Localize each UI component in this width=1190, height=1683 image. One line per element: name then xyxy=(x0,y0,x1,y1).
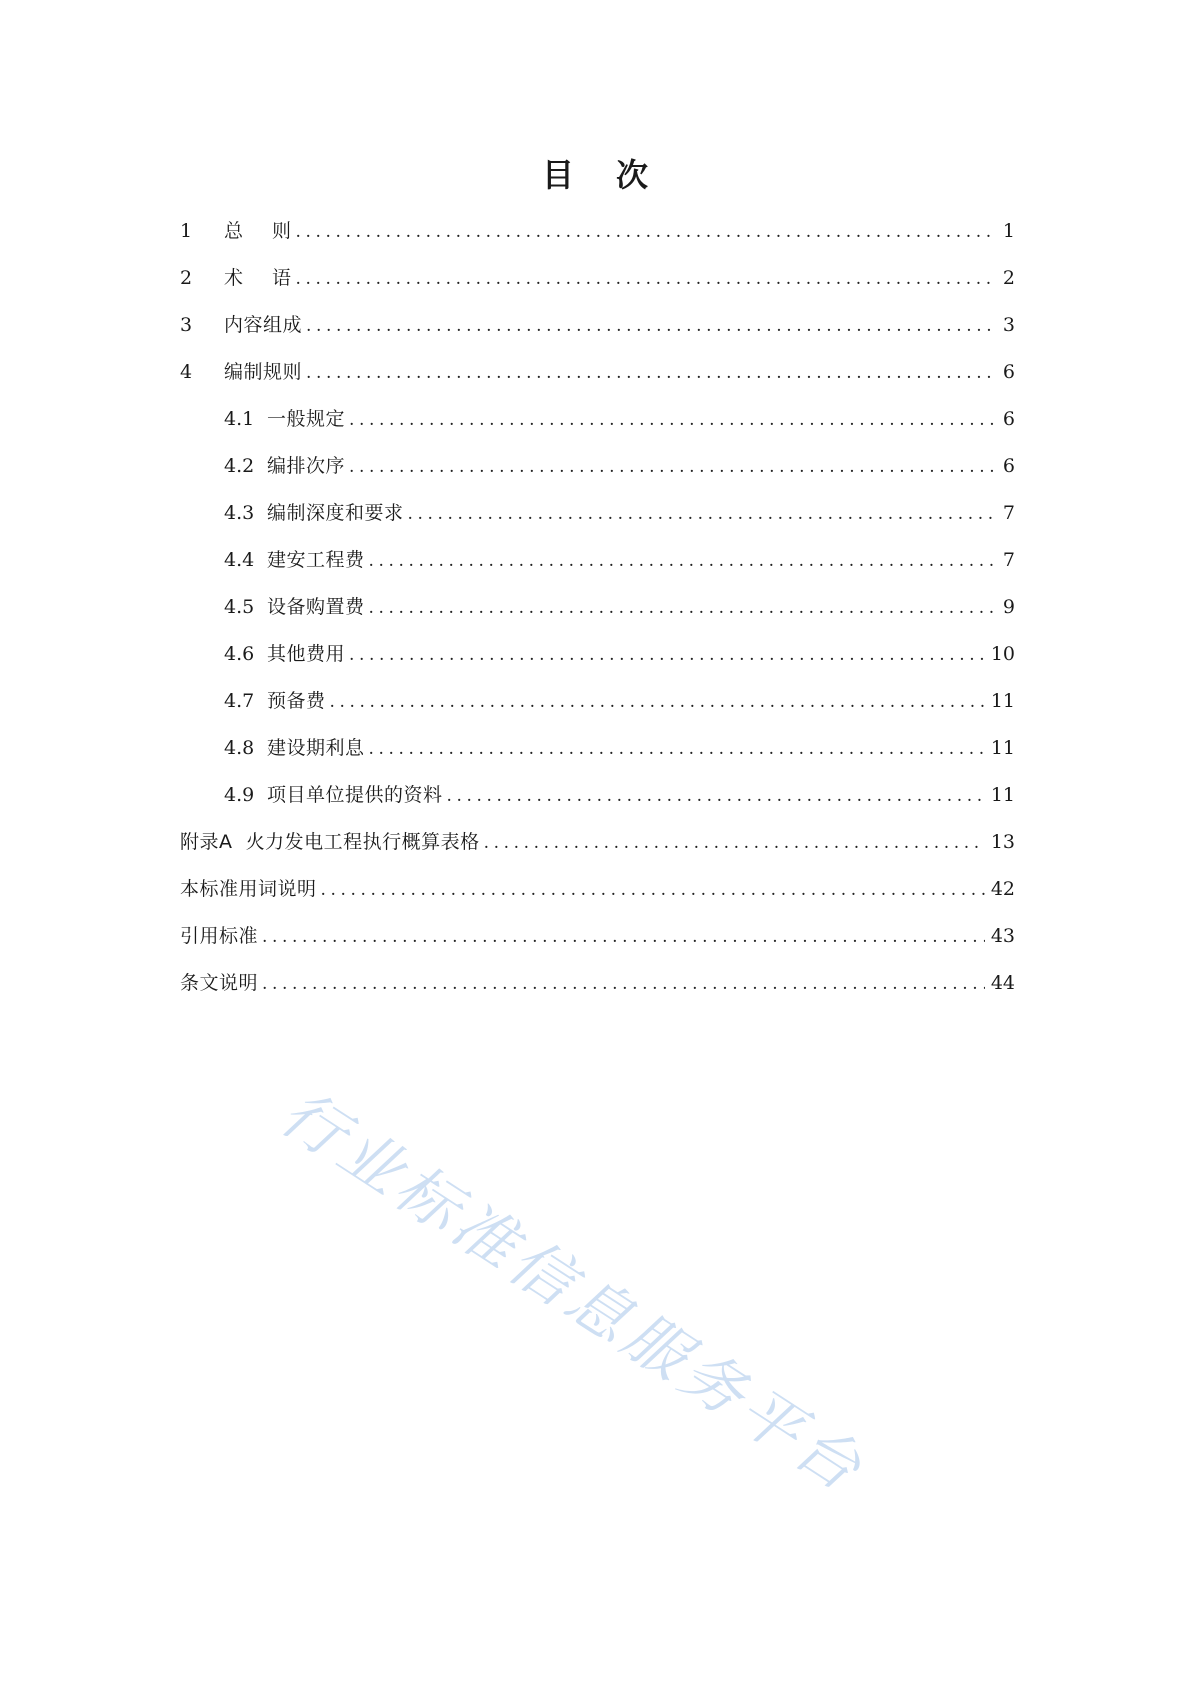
toc-leader-dots xyxy=(349,444,995,491)
toc-entry-4-2[interactable] xyxy=(180,443,1015,490)
toc-entry-3[interactable] xyxy=(180,302,1015,349)
toc-entry-number: 4.9 xyxy=(224,784,255,806)
toc-entry-label: 建安工程费 xyxy=(267,549,365,571)
toc-entry-number: 4.6 xyxy=(224,643,255,665)
toc-entry-1[interactable] xyxy=(180,208,1015,255)
toc-entry-number: 3 xyxy=(180,314,193,336)
toc-entry-page: 11 xyxy=(990,737,1015,759)
toc-entry-number: 4.3 xyxy=(224,502,255,524)
toc-entry-label: 其他费用 xyxy=(267,643,346,665)
table-of-contents xyxy=(180,208,1015,1007)
toc-entry-label: 编排次序 xyxy=(267,455,346,477)
toc-entry-4-9[interactable] xyxy=(180,772,1015,819)
toc-leader-dots xyxy=(306,350,995,397)
toc-entry-page: 10 xyxy=(990,643,1015,665)
toc-entry-label: 本标准用词说明 xyxy=(180,878,317,900)
toc-entry-number: 4 xyxy=(180,361,193,383)
toc-leader-dots xyxy=(321,867,985,914)
toc-entry-page: 13 xyxy=(990,831,1015,853)
toc-entry-label: 条文说明 xyxy=(180,972,259,994)
toc-leader-dots xyxy=(349,632,985,679)
toc-entry-number: 4.2 xyxy=(224,455,255,477)
toc-entry-number: 2 xyxy=(180,267,193,289)
toc-entry-4-1[interactable] xyxy=(180,396,1015,443)
toc-entry-4-3[interactable] xyxy=(180,490,1015,537)
toc-entry-4-7[interactable] xyxy=(180,678,1015,725)
toc-entry-page: 1 xyxy=(1002,220,1015,242)
toc-entry-page: 11 xyxy=(990,784,1015,806)
toc-entry-number: 4.4 xyxy=(224,549,255,571)
toc-entry-page: 7 xyxy=(1002,502,1015,524)
toc-leader-dots xyxy=(369,726,985,773)
toc-entry-page: 3 xyxy=(1002,314,1015,336)
toc-entry-page: 9 xyxy=(1002,596,1015,618)
toc-entry-appendix-a[interactable] xyxy=(180,819,1015,866)
toc-entry-number: 4.5 xyxy=(224,596,255,618)
toc-leader-dots xyxy=(484,820,985,867)
toc-entry-number: 4.1 xyxy=(224,408,255,430)
toc-leader-dots xyxy=(306,303,995,350)
page-title xyxy=(0,150,1190,196)
toc-entry-page: 6 xyxy=(1002,408,1015,430)
toc-entry-label: 引用标准 xyxy=(180,925,259,947)
toc-entry-label: 建设期利息 xyxy=(267,737,365,759)
watermark-text: 行业标准信息服务平台 xyxy=(268,1075,879,1508)
toc-entry-page: 44 xyxy=(990,972,1015,994)
toc-leader-dots xyxy=(349,397,995,444)
toc-leader-dots xyxy=(369,538,995,585)
toc-entry-label: 一般规定 xyxy=(267,408,346,430)
toc-entry-number: 1 xyxy=(180,220,193,242)
toc-entry-label: 附录A 火力发电工程执行概算表格 xyxy=(180,831,480,853)
toc-entry-label: 项目单位提供的资料 xyxy=(267,784,443,806)
toc-entry-page: 42 xyxy=(990,878,1015,900)
toc-entry-4-4[interactable] xyxy=(180,537,1015,584)
toc-entry-4[interactable] xyxy=(180,349,1015,396)
toc-entry-page: 43 xyxy=(990,925,1015,947)
toc-entry-4-6[interactable] xyxy=(180,631,1015,678)
toc-entry-page: 2 xyxy=(1002,267,1015,289)
toc-leader-dots xyxy=(262,914,985,961)
toc-entry-page: 11 xyxy=(990,690,1015,712)
toc-entry-clause-explanation[interactable] xyxy=(180,960,1015,1007)
toc-leader-dots xyxy=(296,256,995,303)
toc-leader-dots xyxy=(296,209,995,256)
toc-leader-dots xyxy=(369,585,995,632)
toc-entry-page: 6 xyxy=(1002,361,1015,383)
toc-leader-dots xyxy=(330,679,985,726)
page-title-char-2: 次 xyxy=(616,156,649,194)
toc-entry-label: 设备购置费 xyxy=(267,596,365,618)
toc-entry-label: 预备费 xyxy=(267,690,326,712)
toc-entry-label: 术 语 xyxy=(224,267,292,289)
toc-entry-4-8[interactable] xyxy=(180,725,1015,772)
toc-entry-label: 编制规则 xyxy=(224,361,303,383)
toc-entry-page: 6 xyxy=(1002,455,1015,477)
page-title-char-1: 目 xyxy=(541,156,574,194)
toc-entry-2[interactable] xyxy=(180,255,1015,302)
toc-entry-4-5[interactable] xyxy=(180,584,1015,631)
toc-entry-page: 7 xyxy=(1002,549,1015,571)
toc-entry-number: 4.7 xyxy=(224,690,255,712)
toc-entry-number: 4.8 xyxy=(224,737,255,759)
toc-entry-label: 编制深度和要求 xyxy=(267,502,404,524)
toc-entry-cited-standards[interactable] xyxy=(180,913,1015,960)
toc-entry-label: 总 则 xyxy=(224,220,292,242)
toc-leader-dots xyxy=(408,491,995,538)
toc-entry-wording-explanation[interactable] xyxy=(180,866,1015,913)
toc-leader-dots xyxy=(447,773,985,820)
toc-leader-dots xyxy=(262,961,985,1008)
toc-entry-label: 内容组成 xyxy=(224,314,303,336)
